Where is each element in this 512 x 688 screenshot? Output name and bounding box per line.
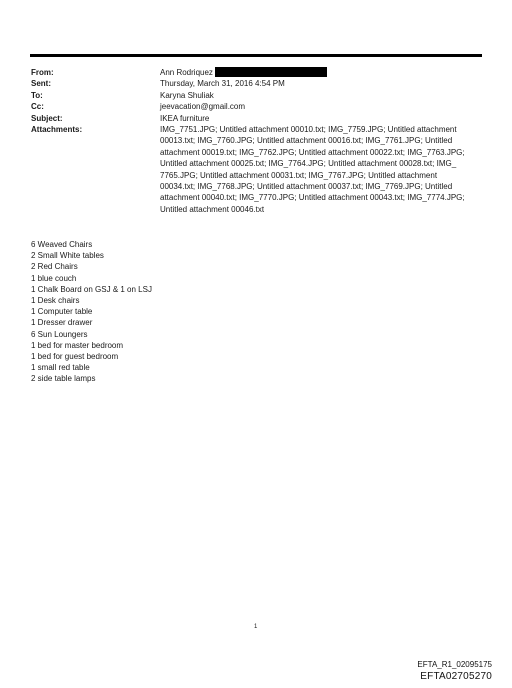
furniture-list — [31, 239, 152, 385]
list-item: 1 bed for guest bedroom — [31, 352, 119, 362]
list-item: 1 Chalk Board on GSJ & 1 on LSJ — [31, 284, 152, 294]
bates-number-primary: EFTA_R1_02095175 — [417, 660, 492, 669]
attachments-line: attachment 00019.txt; IMG_7762.JPG; Untitled attachment 00022.txt; IMG_7763.JPG; — [160, 147, 465, 157]
list-item: 6 Weaved Chairs — [31, 240, 93, 249]
to-value: Karyna Shuliak — [160, 90, 214, 100]
attachments-line: Untitled attachment 00025.txt; IMG_7764.JPG; Untitled attachment 00028.txt; IMG_ — [160, 159, 457, 169]
attachments-label: Attachments: — [31, 125, 83, 135]
from-row — [31, 67, 481, 78]
attachments-line: IMG_7751.JPG; Untitled attachment 00010.txt; IMG_7759.JPG; Untitled attachment — [160, 125, 457, 135]
subject-label: Subject: — [31, 113, 63, 123]
list-item: 1 small red table — [31, 363, 90, 373]
email-header — [31, 67, 481, 215]
list-item: 1 bed for master bedroom — [31, 340, 124, 350]
cc-label: Cc: — [31, 102, 44, 112]
sent-value: Thursday, March 31, 2016 4:54 PM — [160, 79, 285, 89]
attachments-line: 7765.JPG; Untitled attachment 00031.txt; IMG_7767.JPG; Untitled attachment — [160, 170, 438, 180]
list-item: 6 Sun Loungers — [31, 329, 88, 339]
header-divider-rule — [30, 54, 482, 57]
redaction-block — [215, 67, 327, 77]
from-label: From: — [31, 68, 54, 77]
from-value: Ann Rodriquez — [160, 68, 213, 77]
sent-label: Sent: — [31, 79, 51, 89]
attachments-line: attachment 00040.txt; IMG_7770.JPG; Untitled attachment 00043.txt; IMG_7774.JPG; — [160, 193, 465, 203]
to-label: To: — [31, 90, 43, 100]
attachments-value — [160, 124, 474, 215]
subject-row — [31, 113, 481, 124]
list-item: 2 Small White tables — [31, 251, 104, 261]
list-item: 2 side table lamps — [31, 374, 96, 384]
attachments-line: 00013.txt; IMG_7760.JPG; Untitled attachment 00016.txt; IMG_7761.JPG; Untitled — [160, 136, 453, 146]
page-number: 1 — [254, 624, 258, 630]
list-item: 1 Computer table — [31, 307, 93, 317]
sent-row — [31, 78, 481, 89]
to-row — [31, 90, 481, 101]
cc-value: jeevacation@gmail.com — [160, 102, 246, 112]
list-item: 2 Red Chairs — [31, 262, 78, 272]
bates-number-secondary: EFTA02705270 — [420, 671, 492, 682]
from-value-container — [160, 67, 474, 78]
cc-row — [31, 101, 481, 112]
list-item: 1 blue couch — [31, 273, 77, 283]
subject-value: IKEA furniture — [160, 113, 210, 123]
attachments-line: Untitled attachment 00046.txt — [160, 204, 265, 214]
attachments-line: 00034.txt; IMG_7768.JPG; Untitled attachment 00037.txt; IMG_7769.JPG; Untitled — [160, 182, 453, 192]
list-item: 1 Desk chairs — [31, 296, 80, 306]
attachments-row — [31, 124, 481, 215]
list-item: 1 Dresser drawer — [31, 318, 93, 328]
